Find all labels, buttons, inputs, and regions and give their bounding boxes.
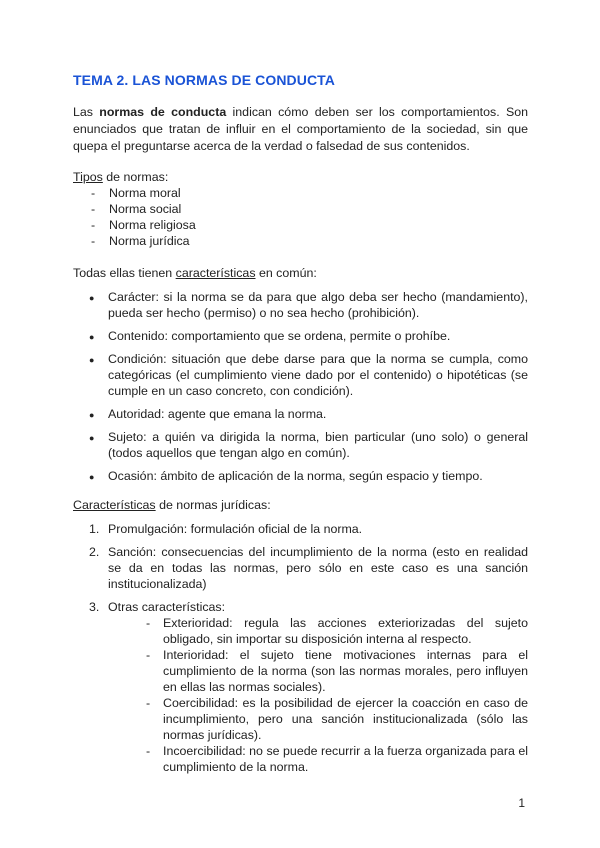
list-item: ● Condición: situación que debe darse para que la norma se cumpla, como categóricas (el cumplimiento viene dado por el contenido) o hipotéticas (se cumple en un caso concreto, con condición).: [73, 351, 528, 399]
juridicas-heading: [73, 497, 528, 513]
page-number: 1: [518, 796, 525, 810]
juridicas-heading-rest: de normas jurídicas:: [155, 498, 271, 512]
list-item: ● Sujeto: a quién va dirigida la norma, bien particular (uno solo) o general (todos aquellos que tengan algo en común).: [73, 429, 528, 461]
tipos-heading: [73, 169, 528, 185]
tipos-list: [73, 185, 528, 249]
intro-post: indican cómo deben ser los comportamientos. Son enunciados que tratan de influir en el comportamiento de la sociedad, sin que quepa el preguntarse acerca de la verdad o falsedad de sus contenidos.: [73, 105, 528, 153]
list-item: - Norma religiosa: [73, 217, 528, 233]
intro-pre: Las: [73, 105, 100, 119]
list-item: - Norma moral: [73, 185, 528, 201]
list-item: ● Carácter: si la norma se da para que algo deba ser hecho (mandamiento), pueda ser hecho (permiso) o no sea hecho (prohibición).: [73, 289, 528, 321]
juridicas-heading-underlined: Características: [73, 498, 156, 512]
list-item: - Norma jurídica: [73, 233, 528, 249]
list-item: - Coercibilidad: es la posibilidad de ejercer la coacción en caso de incumplimiento, pero una sanción institucionalizada (sólo las normas jurídicas).: [144, 695, 528, 743]
caracteristicas-heading: [73, 265, 528, 281]
juridicas-list: [73, 521, 528, 775]
item-number: 1.: [89, 522, 100, 536]
tipos-heading-rest: de normas:: [102, 170, 169, 184]
list-item: [73, 599, 528, 775]
caracteristicas-list: [73, 289, 528, 484]
list-item: - Norma social: [73, 201, 528, 217]
intro-paragraph: [73, 104, 528, 155]
list-item: - Exterioridad: regula las acciones exteriorizadas del sujeto obligado, sin importar su disposición interna al respecto.: [144, 615, 528, 647]
list-item: [73, 521, 528, 537]
list-item: - Interioridad: el sujeto tiene motivaciones internas para el cumplimiento de la norma (son las normas morales, pero influyen en ellas las normas sociales).: [144, 647, 528, 695]
page-title: TEMA 2. LAS NORMAS DE CONDUCTA: [73, 72, 335, 88]
item-text: Sanción: consecuencias del incumplimiento de la norma (esto en realidad se da en todas las normas, pero sólo en este caso es una sanción institucionalizada): [108, 545, 528, 591]
item-number: 2.: [89, 545, 100, 559]
list-item: ● Autoridad: agente que emana la norma.: [73, 406, 528, 422]
list-item: [73, 544, 528, 592]
caracteristicas-heading-post: en común:: [255, 266, 317, 280]
caracteristicas-heading-underlined: características: [175, 266, 256, 280]
juridicas-section: [73, 497, 528, 782]
caracteristicas-heading-pre: Todas ellas tienen: [73, 266, 176, 280]
otras-caracteristicas-list: [108, 615, 528, 775]
tipos-heading-underlined: Tipos: [73, 170, 103, 184]
tipos-section: [73, 169, 528, 249]
item-text: Otras características:: [108, 600, 226, 614]
item-text: Promulgación: formulación oficial de la norma.: [108, 522, 363, 536]
caracteristicas-section: [73, 265, 528, 491]
list-item: ● Ocasión: ámbito de aplicación de la norma, según espacio y tiempo.: [73, 468, 528, 484]
item-number: 3.: [89, 600, 100, 614]
list-item: - Incoercibilidad: no se puede recurrir a la fuerza organizada para el cumplimiento de la norma.: [144, 743, 528, 775]
intro-bold-term: normas de conducta: [99, 105, 227, 119]
list-item: ● Contenido: comportamiento que se ordena, permite o prohíbe.: [73, 328, 528, 344]
